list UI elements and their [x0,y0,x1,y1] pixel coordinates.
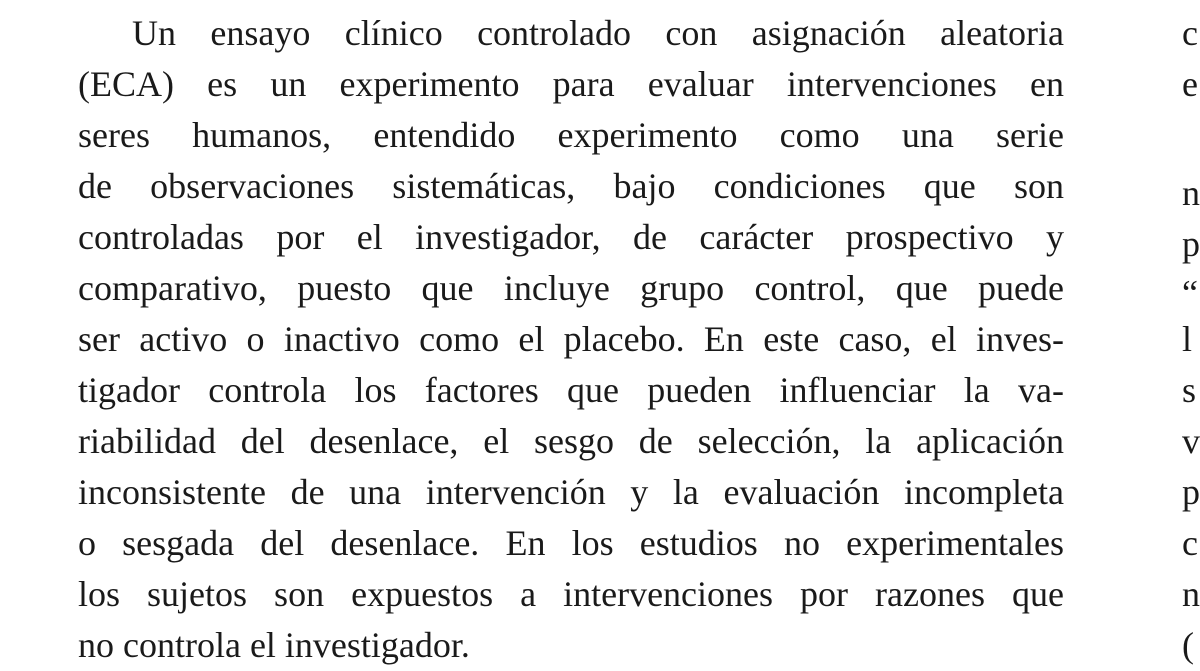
right-column-fragment: e [1182,64,1198,104]
paragraph-line-12: los sujetos son expuestos a intervenciones por razones que [78,574,1064,614]
right-column-fragment: c [1182,13,1198,53]
right-column-fragment: n [1182,574,1200,614]
paragraph-line-7: ser activo o inactivo como el placebo. En este caso, el inves- [78,319,1064,359]
paragraph-line-1: Un ensayo clínico controlado con asignación aleatoria [132,13,1064,53]
paragraph-line-3: seres humanos, entendido experimento como una serie [78,115,1064,155]
paragraph-line-4: de observaciones sistemáticas, bajo condiciones que son [78,166,1064,206]
right-column-fragment: p [1182,224,1200,264]
right-column-fragment: “ [1182,273,1198,313]
paragraph-line-5: controladas por el investigador, de carácter prospectivo y [78,217,1064,257]
paragraph-line-9: riabilidad del desenlace, el sesgo de selección, la aplicación [78,421,1064,461]
paragraph-line-8: tigador controla los factores que pueden influenciar la va- [78,370,1064,410]
paragraph-line-2: (ECA) es un experimento para evaluar intervenciones en [78,64,1064,104]
paragraph-line-11: o sesgada del desenlace. En los estudios no experimentales [78,523,1064,563]
right-column-fragment: p [1182,472,1200,512]
paragraph-line-10: inconsistente de una intervención y la evaluación incompleta [78,472,1064,512]
right-column-fragment: ( [1182,625,1194,665]
right-column-fragment: s [1182,370,1197,410]
right-column-fragment: c [1182,523,1198,563]
paragraph-line-13: no controla el investigador. [78,625,470,665]
main-paragraph [78,8,1064,671]
right-column-fragment: v [1182,421,1200,461]
paragraph-line-6: comparativo, puesto que incluye grupo control, que puede [78,268,1064,308]
right-column-fragment: l [1182,319,1193,359]
right-column-fragment: n [1182,173,1200,213]
